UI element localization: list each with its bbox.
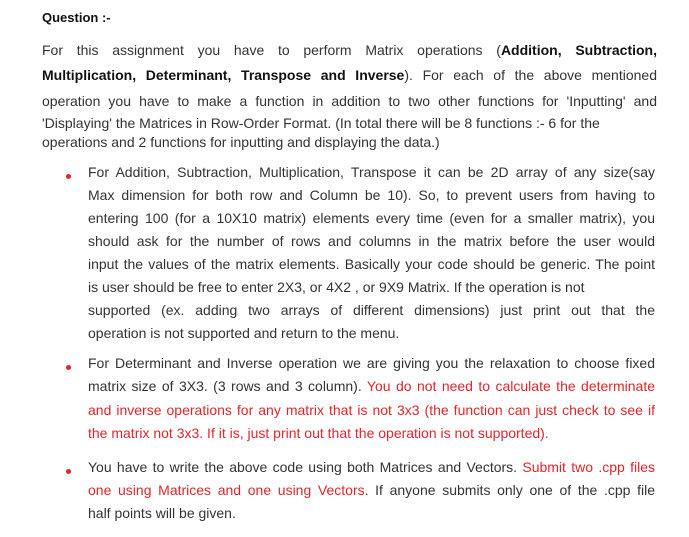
text-line [88,164,655,180]
bullet-icon [66,469,71,474]
text-segment: For this assignment you have to perform Matrix operations ( [42,42,501,58]
text-line [88,355,655,371]
text-line [42,115,657,131]
text-line [88,210,655,226]
text-segment: operations and 2 functions for inputting and displaying the data.) [42,134,440,150]
text-line [42,134,657,150]
text-segment: For Addition, Subtraction, Multiplication, Transpose it can be 2D array of any size(say [88,164,655,180]
text-line [88,233,655,249]
highlighted-text: the matrix not 3x3. If it is, just print out that the operation is not supported). [88,424,549,441]
text-line [88,425,655,441]
text-segment: supported (ex. adding two arrays of different dimensions) just print out that the [88,302,655,318]
question-heading: Question :- [42,10,111,25]
text-line [42,93,657,109]
text-segment: should ask for the number of rows and columns in the matrix before the user would [88,233,655,249]
bullet-icon [66,365,71,370]
highlighted-text: You do not need to calculate the determinate [366,378,655,395]
bold-text: Multiplication, Determinant, Transpose and Inverse [42,67,405,83]
text-segment: operation you have to make a function in addition to two other functions for 'Inputting' and [42,93,657,109]
text-segment: matrix size of 3X3. (3 rows and 3 column). [88,378,367,395]
text-segment: half points will be given. [88,505,236,521]
text-segment: Max dimension for both row and Column be 10). So, to prevent users from having to [88,187,655,203]
bullet-icon [66,174,71,179]
text-segment: is user should be free to enter 2X3, or 4X2 , or 9X9 Matrix. If the operation is not [88,279,585,295]
text-line [88,325,655,341]
text-segment: ). For each of the above mentioned [404,67,657,83]
text-segment: entering 100 (for a 10X10 matrix) elements every time (even for a smaller matrix), you [88,210,655,226]
bold-text: Addition, Subtraction, [500,42,657,58]
text-line [88,187,655,203]
text-segment: operation is not supported and return to the menu. [88,325,400,341]
text-line [88,256,655,272]
highlighted-text: Submit two .cpp files [522,459,655,475]
text-line [88,459,655,475]
text-segment: input the values of the matrix elements. Basically your code should be generic. The point [88,256,655,272]
text-segment: . If anyone submits only one of the .cpp file [364,482,655,498]
text-line [88,302,655,318]
text-segment: For Determinant and Inverse operation we are giving you the relaxation to choose fixed [88,355,655,371]
text-line [88,279,655,295]
text-segment: 'Displaying' the Matrices in Row-Order Format. (In total there will be 8 functions :- 6 for the [42,115,600,131]
text-line [88,505,655,521]
highlighted-text: and inverse operations for any matrix that is not 3x3 (the function can just check to see if [88,401,655,418]
text-line [88,482,655,498]
text-segment: You have to write the above code using both Matrices and Vectors. [88,459,523,475]
text-line [88,402,655,418]
text-line [88,378,655,394]
highlighted-text: one using Matrices and one using Vectors [88,482,365,498]
text-line [42,67,657,83]
text-line [42,42,657,58]
